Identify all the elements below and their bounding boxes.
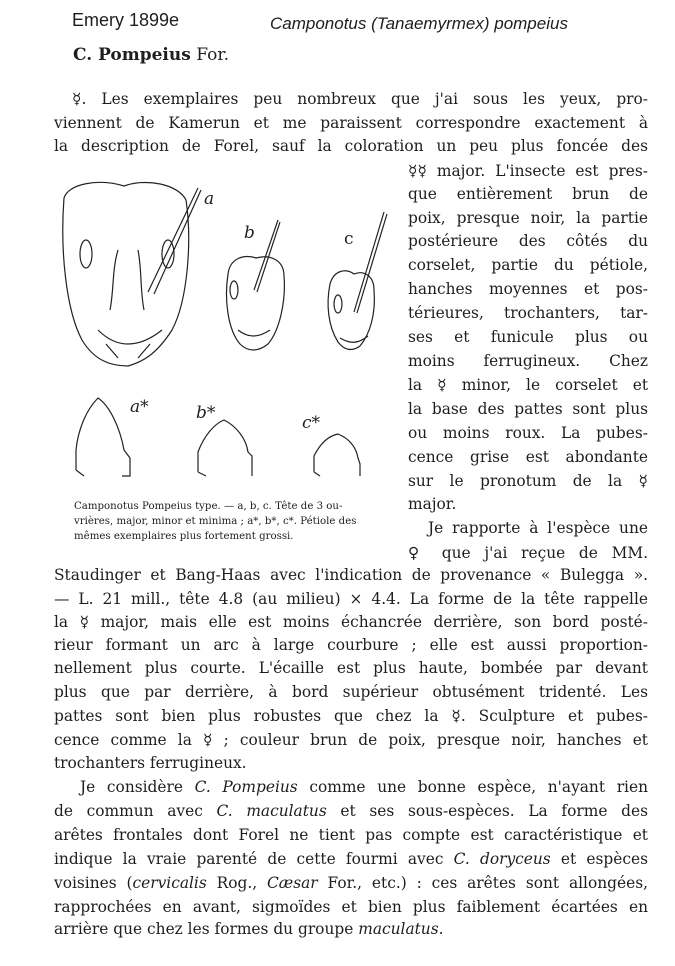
text-line: cence grise est abondante (408, 448, 648, 466)
text-line: rieur formant un arc à large courbure ; elle est aussi proportion- (54, 636, 648, 654)
text-line: ou moins roux. La pubes- (408, 424, 648, 442)
text-line: ☿. Les exemplaires peu nombreux que j'ai sous les yeux, pro- (72, 90, 648, 108)
label-a-star: a* (130, 397, 149, 417)
text-line: ☿☿ major. L'insecte est pres- (408, 162, 648, 180)
running-header-left: Emery 1899e (72, 10, 180, 30)
text-line: rapprochées en avant, sigmoïdes et bien plus faiblement écartées en (54, 898, 648, 916)
text-line: la description de Forel, sauf la coloration un peu plus foncée des (54, 137, 648, 155)
label-c-star: c* (302, 413, 321, 433)
text-line: postérieure des côtés du (408, 232, 648, 250)
text-line: major. (408, 495, 457, 513)
text-line: Staudinger et Bang-Haas avec l'indication de provenance « Bulegga ». (54, 566, 648, 584)
text-line: cence comme la ☿ ; couleur brun de poix, presque noir, hanches et (54, 731, 648, 749)
text-line: térieures, trochanters, tar- (408, 304, 648, 322)
label-c: c (344, 229, 354, 249)
text-line: que entièrement brun de (408, 185, 648, 203)
text-line: la ☿ major, mais elle est moins échancrée derrière, son bord posté- (54, 613, 648, 631)
text-line: corselet, partie du pétiole, (408, 256, 648, 274)
text-line: arêtes frontales dont Forel ne tient pas compte est caractéristique et (54, 826, 648, 844)
label-a: a (204, 189, 215, 209)
text-line: arrière que chez les formes du groupe maculatus. (54, 920, 444, 938)
text-line: indique la vraie parenté de cette fourmi avec C. doryceus et espèces (54, 850, 648, 868)
text-line: hanches moyennes et pos- (408, 280, 648, 298)
text-line: Je considère C. Pompeius comme une bonne espèce, n'ayant rien (80, 778, 648, 796)
text-line: ses et funicule plus ou (408, 328, 648, 346)
text-line: poix, presque noir, la partie (408, 209, 648, 227)
head-major-drawing (63, 182, 189, 366)
text-line: sur le pronotum de la ☿ (408, 472, 648, 490)
label-b-star: b* (196, 403, 216, 423)
text-line: nellement plus courte. L'écaille est plus haute, bombée par devant (54, 659, 648, 677)
species-name: C. Pompeius (73, 45, 191, 65)
text-line: pattes sont bien plus robustes que chez la ☿. Sculpture et pubes- (54, 707, 648, 725)
text-line: la ☿ minor, le corselet et (408, 376, 648, 394)
label-b: b (244, 223, 255, 243)
text-line: de commun avec C. maculatus et ses sous-espèces. La forme des (54, 802, 648, 820)
caption-line: vrières, major, minor et minima ; a*, b*, c*. Pétiole des (74, 516, 357, 527)
ant-figure (58, 180, 403, 510)
species-heading (73, 45, 229, 65)
petiole-minor-drawing (198, 420, 252, 476)
running-header-right: Camponotus (Tanaemyrmex) pompeius (270, 14, 568, 33)
caption-line: Camponotus Pompeius type. — a, b, c. Tête de 3 ou- (74, 501, 343, 512)
species-author: For. (196, 45, 229, 65)
text-line: viennent de Kamerun et me paraissent correspondre exactement à (54, 114, 648, 132)
text-line: ♀ que j'ai reçue de MM. (408, 544, 648, 562)
text-line: trochanters ferrugineux. (54, 754, 247, 772)
text-line: voisines (cervicalis Rog., Cæsar For., etc.) : ces arêtes sont allongées, (54, 874, 648, 892)
text-line: la base des pattes sont plus (408, 400, 648, 418)
caption-line: mêmes exemplaires plus fortement grossi. (74, 531, 294, 542)
text-line: Je rapporte à l'espèce une (428, 519, 648, 537)
text-line: plus que par derrière, à bord supérieur obtusément tridenté. Les (54, 683, 648, 701)
petiole-minima-drawing (314, 434, 360, 476)
petiole-major-drawing (76, 398, 130, 476)
text-line: moins ferrugineux. Chez (408, 352, 648, 370)
text-line: — L. 21 mill., tête 4.8 (au milieu) × 4.4. La forme de la tête rappelle (54, 590, 648, 608)
